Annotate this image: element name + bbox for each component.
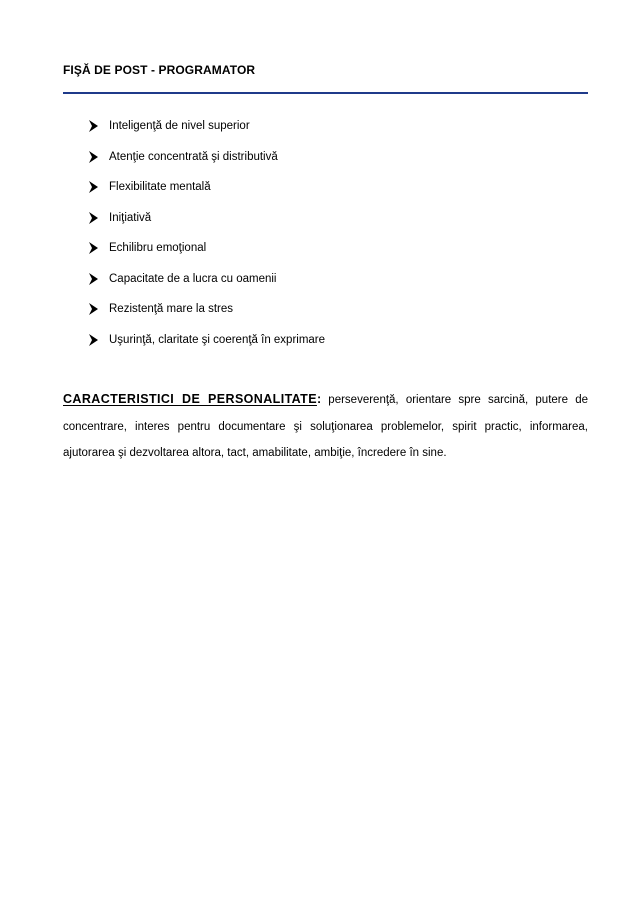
personality-heading: CARACTERISTICI DE PERSONALITATE xyxy=(63,392,317,406)
title-divider xyxy=(63,92,588,94)
list-item-text: Flexibilitate mentală xyxy=(109,181,211,194)
list-item xyxy=(89,233,325,264)
arrowhead-bullet-icon xyxy=(89,151,109,163)
list-item xyxy=(89,264,325,295)
skills-list xyxy=(89,111,325,355)
list-item-text: Inteligenţă de nivel superior xyxy=(109,120,250,133)
list-item-text: Iniţiativă xyxy=(109,211,152,224)
list-item-text: Uşurinţă, claritate şi coerenţă în exprimare xyxy=(109,333,326,346)
list-item xyxy=(89,142,325,173)
arrowhead-bullet-icon xyxy=(89,242,109,254)
personality-text: perseverenţă, orientare spre sarcină, putere de concentrare, interes pentru documentare şi soluţionarea problemelor, spirit practic, informarea, ajutorarea şi dezvoltarea altora, tact, amabilitate, ambiţie, încredere în sine. xyxy=(63,394,588,459)
list-item-text: Echilibru emoţional xyxy=(109,242,207,255)
personality-paragraph xyxy=(63,386,588,467)
list-item xyxy=(89,203,325,234)
personality-heading-colon: : xyxy=(316,392,322,406)
arrowhead-bullet-icon xyxy=(89,273,109,285)
list-item xyxy=(89,172,325,203)
page-title: FIŞĂ DE POST - PROGRAMATOR xyxy=(63,63,256,77)
arrowhead-bullet-icon xyxy=(89,181,109,193)
list-item-text: Capacitate de a lucra cu oamenii xyxy=(109,272,277,285)
arrowhead-bullet-icon xyxy=(89,334,109,346)
list-item xyxy=(89,294,325,325)
list-item-text: Atenţie concentrată şi distributivă xyxy=(109,150,278,163)
list-item-text: Rezistenţă mare la stres xyxy=(109,303,233,316)
list-item xyxy=(89,325,325,356)
arrowhead-bullet-icon xyxy=(89,212,109,224)
list-item xyxy=(89,111,325,142)
arrowhead-bullet-icon xyxy=(89,303,109,315)
arrowhead-bullet-icon xyxy=(89,120,109,132)
